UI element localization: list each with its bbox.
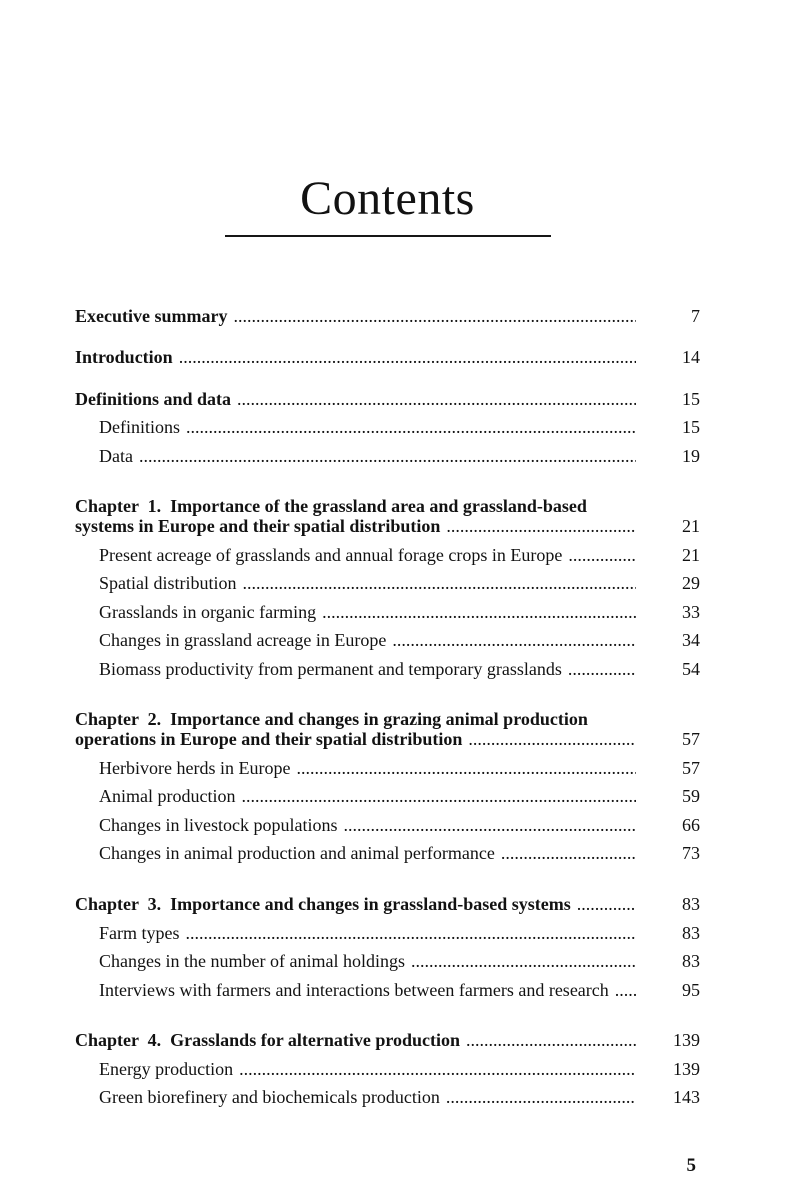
- toc-entry-page: 15: [682, 388, 700, 409]
- toc-entry-label: Changes in grassland acreage in Europe: [99, 630, 387, 651]
- toc-entry-lastline: [75, 729, 700, 749]
- toc-entry-page: 95: [682, 979, 700, 1000]
- toc-entry-page: 29: [682, 573, 700, 594]
- toc-entry-page: 21: [682, 545, 700, 566]
- toc-entry-label: Herbivore herds in Europe: [99, 758, 291, 779]
- toc-entry-page: 57: [682, 758, 700, 779]
- dot-leader: [180, 413, 636, 441]
- dot-leader: [440, 1083, 636, 1111]
- dot-leader: [495, 839, 636, 867]
- toc-entry-changes-animal-production: [75, 839, 700, 867]
- toc-entry-label: Present acreage of grasslands and annual forage crops in Europe: [99, 545, 563, 566]
- toc-entry-herbivore-herds: [75, 754, 700, 782]
- toc-entry-changes-livestock-populations: [75, 811, 700, 839]
- toc-entry-introduction: [75, 343, 700, 371]
- toc-entry-biomass-productivity: [75, 655, 700, 683]
- toc-entry-page: 14: [682, 347, 700, 368]
- title-underline: [225, 235, 551, 237]
- dot-leader: [562, 541, 636, 569]
- toc-entry-page: 19: [682, 445, 700, 466]
- toc-entry-definitions-and-data: [75, 385, 700, 413]
- toc-entry-chapter-4: [75, 1030, 700, 1050]
- dot-leader: [237, 569, 637, 597]
- toc-entry-lastline: [75, 516, 700, 536]
- toc-entry-chapter-3: [75, 894, 700, 914]
- toc-entry-label: Executive summary: [75, 306, 228, 326]
- toc-entry-page: 83: [682, 922, 700, 943]
- toc-entry-label: Introduction: [75, 347, 173, 368]
- table-of-contents: [75, 302, 700, 1112]
- toc-entry-label: Biomass productivity from permanent and temporary grasslands: [99, 658, 562, 679]
- toc-entry-page: 66: [682, 814, 700, 835]
- toc-entry-label: Farm types: [99, 922, 180, 943]
- toc-entry-label: Changes in animal production and animal performance: [99, 843, 495, 864]
- dot-leader: [440, 516, 636, 536]
- dot-leader: [231, 385, 636, 413]
- dot-leader: [337, 811, 636, 839]
- toc-entry-page: 15: [682, 417, 700, 438]
- content-column: [75, 0, 700, 1112]
- toc-entry-label: Spatial distribution: [99, 573, 237, 594]
- toc-entry-label: Chapter 4. Grasslands for alternative production: [75, 1029, 461, 1050]
- dot-leader: [173, 343, 636, 371]
- page-number: 5: [686, 1155, 696, 1176]
- toc-entry-page: 33: [682, 601, 700, 622]
- dot-leader: [290, 754, 636, 782]
- toc-entry-label: Chapter 3. Importance and changes in grassland-based systems: [75, 893, 571, 914]
- dot-leader: [386, 626, 636, 654]
- dot-leader: [571, 894, 636, 914]
- toc-entry-page: 57: [682, 729, 700, 750]
- toc-entry-interviews-with-farmers: [75, 976, 700, 1004]
- toc-entry-label: Changes in the number of animal holdings: [99, 951, 405, 972]
- toc-entry-green-biorefinery: [75, 1083, 700, 1111]
- toc-entry-page: 7: [691, 306, 700, 326]
- toc-entry-label-line2: operations in Europe and their spatial distribution: [75, 729, 463, 750]
- dot-leader: [405, 947, 636, 975]
- toc-entry-page: 143: [673, 1087, 700, 1108]
- toc-entry-label: Grasslands in organic farming: [99, 601, 317, 622]
- dot-leader: [316, 598, 636, 626]
- toc-entry-chapter-2: [75, 709, 700, 749]
- toc-entry-present-acreage: [75, 541, 700, 569]
- toc-entry-spatial-distribution: [75, 569, 700, 597]
- dot-leader: [180, 919, 637, 947]
- dot-leader: [227, 302, 636, 330]
- toc-entry-label-line1: Chapter 1. Importance of the grassland area and grassland-based: [75, 496, 587, 517]
- toc-entry-page: 54: [682, 658, 700, 679]
- toc-entry-label: Green biorefinery and biochemicals production: [99, 1087, 440, 1108]
- toc-entry-label: Interviews with farmers and interactions between farmers and research: [99, 979, 609, 1000]
- toc-entry-grasslands-organic-farming: [75, 598, 700, 626]
- dot-leader: [235, 782, 636, 810]
- toc-entry-chapter-1: [75, 496, 700, 536]
- toc-entry-label: Energy production: [99, 1058, 234, 1079]
- toc-entry-changes-animal-holdings: [75, 947, 700, 975]
- toc-entry-lastline: [75, 894, 700, 914]
- toc-entry-energy-production: [75, 1055, 700, 1083]
- toc-entry-changes-grassland-acreage: [75, 626, 700, 654]
- toc-entry-data: [75, 442, 700, 470]
- toc-entry-page: 21: [682, 516, 700, 537]
- dot-leader: [460, 1030, 636, 1050]
- toc-entry-page: 139: [673, 1029, 700, 1050]
- toc-entry-label: Definitions: [99, 417, 180, 438]
- toc-entry-page: 83: [682, 951, 700, 972]
- toc-entry-page: 139: [673, 1058, 700, 1079]
- toc-entry-label: Animal production: [99, 786, 236, 807]
- dot-leader: [562, 655, 636, 683]
- dot-leader: [233, 1055, 636, 1083]
- toc-entry-definitions: [75, 413, 700, 441]
- toc-entry-label: Definitions and data: [75, 388, 232, 409]
- toc-entry-farm-types: [75, 919, 700, 947]
- toc-entry-page: 59: [682, 786, 700, 807]
- toc-entry-label: Changes in livestock populations: [99, 814, 338, 835]
- dot-leader: [133, 442, 636, 470]
- toc-entry-executive-summary: [75, 302, 700, 330]
- toc-entry-page: 34: [682, 630, 700, 651]
- dot-leader: [609, 976, 636, 1004]
- toc-entry-page: 73: [682, 843, 700, 864]
- dot-leader: [462, 729, 636, 749]
- toc-entry-animal-production: [75, 782, 700, 810]
- toc-entry-label-line1: Chapter 2. Importance and changes in grazing animal production: [75, 709, 588, 730]
- page-title: Contents: [300, 172, 475, 225]
- toc-entry-label: Data: [99, 445, 133, 466]
- toc-entry-lastline: [75, 1030, 700, 1050]
- toc-entry-page: 83: [682, 893, 700, 914]
- toc-entry-label-line2: systems in Europe and their spatial distribution: [75, 516, 441, 537]
